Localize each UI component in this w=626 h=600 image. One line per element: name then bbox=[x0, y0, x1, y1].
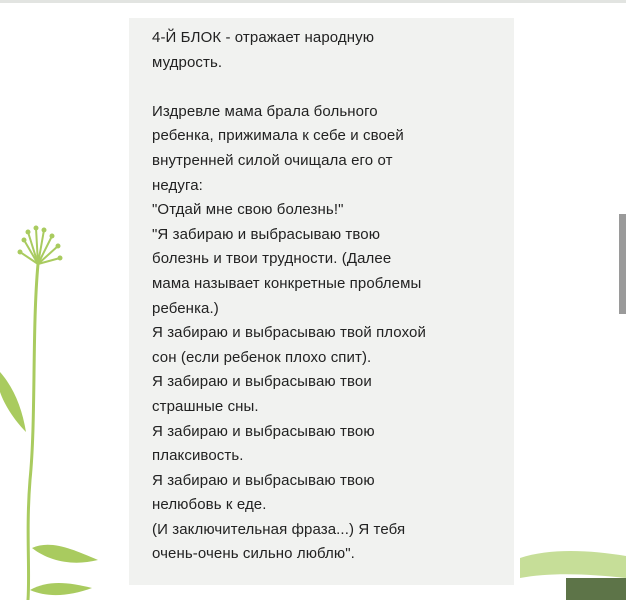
corner-image-thumbnail bbox=[566, 578, 626, 600]
note-body-text: 4-Й БЛОК - отражает народную мудрость. Издревле мама брала больного ребенка, прижимала к себе и своей внутренней силой очищала его от недуга: "Отдай мне свою болезнь!" "Я забираю и выбрасываю твою болезнь и твои трудности. (Далее мама называет конкретные проблемы ребенка.) Я забираю и выбрасываю твой плохой сон (если ребенок плохо спит). Я забираю и выбрасываю твои страшные сны. Я забираю и выбрасываю твою плаксивость. Я забираю и выбрасываю твою нелюбовь к еде. (И заключительная фраза...) Я тебя очень-очень сильно люблю". bbox=[152, 29, 426, 563]
text-note bbox=[129, 18, 514, 585]
scroll-indicator[interactable] bbox=[619, 214, 626, 314]
